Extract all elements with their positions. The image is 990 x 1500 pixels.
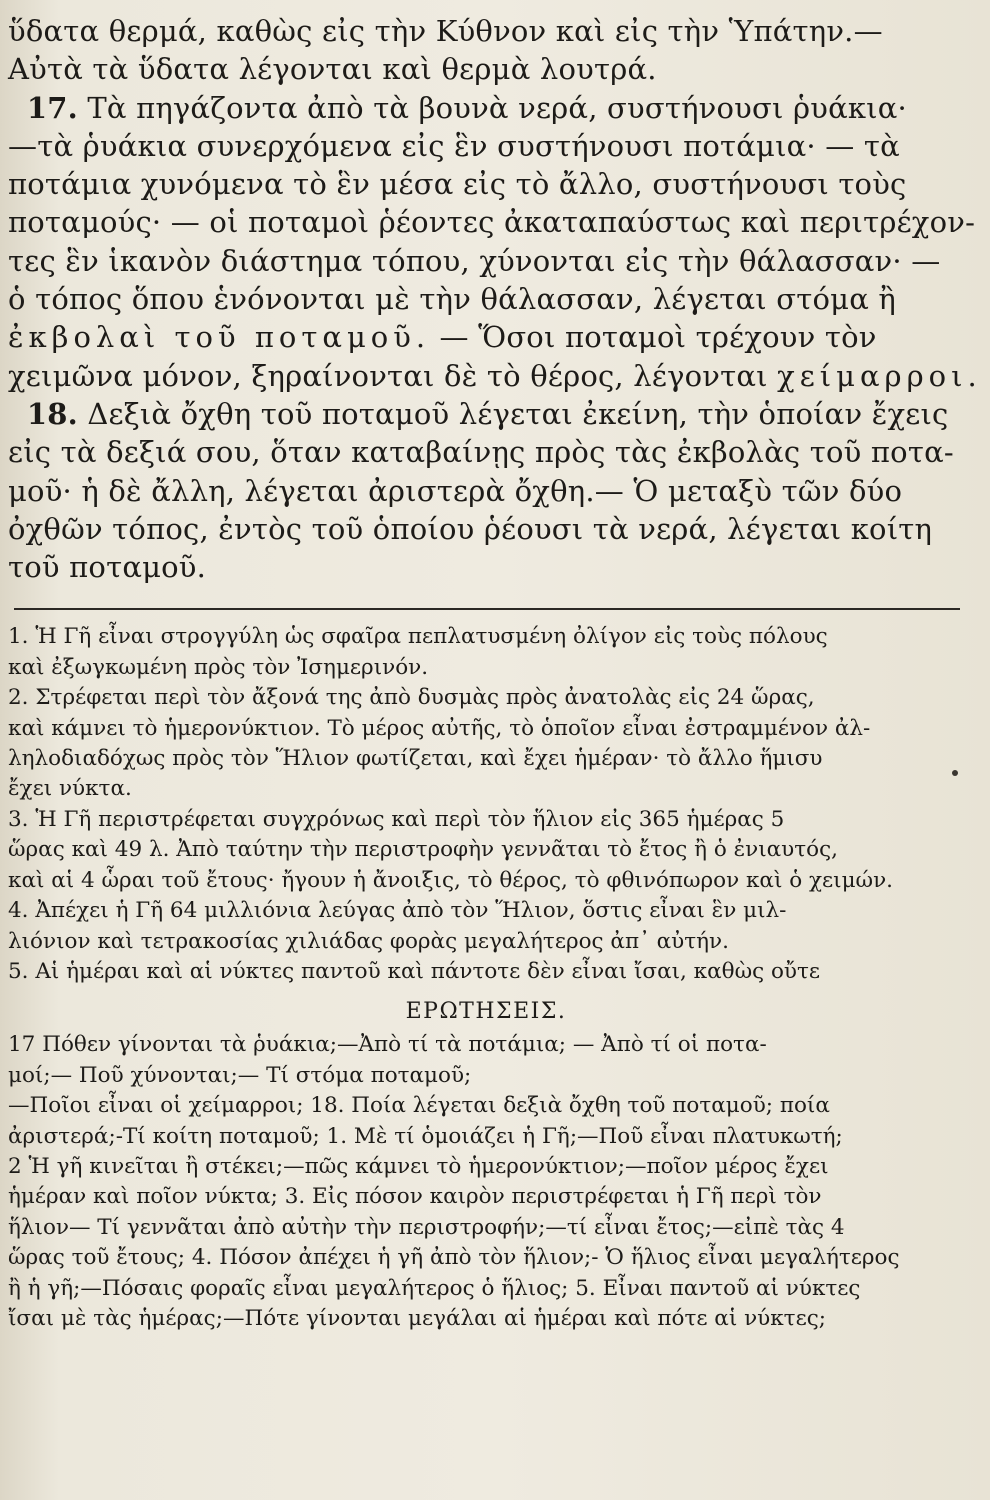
text-span: Τὰ πηγάζοντα ἀπὸ τὰ βουνὰ νερά, συστήνουσι ῥυάκια· <box>77 90 907 125</box>
question-line: 17 Πόθεν γίνονται τὰ ῥυάκια;—Ἀπὸ τί τὰ ποτάμια; — Ἀπὸ τί οἱ ποτα- <box>8 1032 767 1058</box>
footnote-line: ἔχει νύκτα. <box>8 776 132 802</box>
question-line: ἡμέραν καὶ ποῖον νύκτα; 3. Εἰς πόσον καιρὸν περιστρέφεται ἡ Γῆ περὶ τὸν <box>8 1184 822 1210</box>
footnote-line: καὶ ἐξωγκωμένη πρὸς τὸν Ἰσημερινόν. <box>8 654 429 680</box>
question-line: ἢ ἡ γῆ;—Πόσαις φοραῖς εἶναι μεγαλήτερος ὁ ἥλιος; 5. Εἶναι παντοῦ αἱ νύκτες <box>8 1275 861 1301</box>
text-line: τες ἓν ἱκανὸν διάστημα τόπου, χύνονται εἰς τὴν θάλασσαν· — <box>8 243 941 278</box>
text-line: —τὰ ῥυάκια συνερχόμενα εἰς ἓν συστήνουσι ποτάμια· — τὰ <box>8 128 900 163</box>
footnote-2 <box>8 683 964 805</box>
text-line: τοῦ ποταμοῦ. <box>8 550 207 585</box>
text-line: Αὐτὰ τὰ ὕδατα λέγονται καὶ θερμὰ λουτρά. <box>8 52 657 87</box>
text-line <box>8 395 964 433</box>
text-line: ὀχθῶν τόπος, ἐντὸς τοῦ ὁποίου ῥέουσι τὰ νερά, λέγεται κοίτη <box>8 511 933 546</box>
paragraph-hot-springs <box>8 12 964 89</box>
text-line: εἰς τὰ δεξιά σου, ὅταν καταβαίνῃς πρὸς τὰς ἐκβολὰς τοῦ ποτα- <box>8 435 954 470</box>
question-line: μοί;— Ποῦ χύνονται;— Τί στόμα ποταμοῦ; <box>8 1062 472 1088</box>
section-number: 18. <box>26 396 78 431</box>
question-line: ἴσαι μὲ τὰς ἡμέρας;—Πότε γίνονται μεγάλαι αἱ ἡμέραι καὶ πότε αἱ νύκτες; <box>8 1305 826 1331</box>
paragraph-18 <box>8 395 964 586</box>
question-line: ἀριστερά;-Τί κοίτη ποταμοῦ; 1. Μὲ τί ὁμοιάζει ἡ Γῆ;—Ποῦ εἶναι πλατυκωτή; <box>8 1123 843 1149</box>
footnote-line: ὥρας καὶ 49 λ. Ἀπὸ ταύτην τὴν περιστροφὴν γεννᾶται τὸ ἔτος ἢ ὁ ἐνιαυτός, <box>8 837 838 863</box>
question-line: —Ποῖοι εἶναι οἱ χείμαρροι; 18. Ποία λέγεται δεξιὰ ὄχθη τοῦ ποταμοῦ; ποία <box>8 1093 830 1119</box>
text-span: χειμῶνα μόνον, ξηραίνονται δὲ τὸ θέρος, λέγονται <box>8 358 778 393</box>
term-mouth: ἐκβολαὶ τοῦ ποταμοῦ. <box>8 320 431 355</box>
footnote-1 <box>8 622 964 683</box>
question-line: ὥρας τοῦ ἔτους; 4. Πόσον ἀπέχει ἡ γῆ ἀπὸ τὸν ἥλιον;- Ὁ ἥλιος εἶναι μεγαλήτερος <box>8 1245 900 1271</box>
footnote-line: 4. Ἀπέχει ἡ Γῆ 64 μιλλιόνια λεύγας ἀπὸ τὸν Ἥλιον, ὅστις εἶναι ἓν μιλ- <box>8 898 787 924</box>
text-line: ποταμούς· — οἱ ποταμοὶ ῥέοντες ἀκαταπαύστως καὶ περιτρέχον- <box>8 205 976 240</box>
text-span: — Ὅσοι ποταμοὶ τρέχουν τὸν <box>430 320 877 355</box>
question-line: ἥλιον— Τί γεννᾶται ἀπὸ αὐτὴν τὴν περιστροφήν;—τί εἶναι ἔτος;—εἰπὲ τὰς 4 <box>8 1214 845 1240</box>
text-line: ποτάμια χυνόμενα τὸ ἓν μέσα εἰς τὸ ἄλλο, συστήνουσι τοὺς <box>8 167 907 202</box>
question-line: 2 Ἡ γῆ κινεῖται ἢ στέκει;—πῶς κάμνει τὸ ἡμερονύκτιον;—ποῖον μέρος ἔχει <box>8 1153 829 1179</box>
footnote-line: 5. Αἱ ἡμέραι καὶ αἱ νύκτες παντοῦ καὶ πάντοτε δὲν εἶναι ἴσαι, καθὼς οὔτε <box>8 958 821 984</box>
footnote-4 <box>8 896 964 957</box>
footnote-line: λιόνιον καὶ τετρακοσίας χιλιάδας φορὰς μεγαλήτερος ἀπ᾽ αὐτήν. <box>8 928 729 954</box>
footnote-line: 1. Ἡ Γῆ εἶναι στρογγύλη ὡς σφαῖρα πεπλατυσμένη ὀλίγον εἰς τοὺς πόλους <box>8 624 828 650</box>
footnote-line: ληλοδιαδόχως πρὸς τὸν Ἥλιον φωτίζεται, καὶ ἔχει ἡμέραν· τὸ ἄλλο ἥμισυ <box>8 746 823 772</box>
text-line: ὁ τόπος ὅπου ἑνόνονται μὲ τὴν θάλασσαν, λέγεται στόμα ἢ <box>8 282 897 317</box>
footnote-line: καὶ αἱ 4 ὧραι τοῦ ἔτους· ἤγουν ἡ ἄνοιξις, τὸ θέρος, τὸ φθινόπωρον καὶ ὁ χειμών. <box>8 867 893 893</box>
main-text <box>8 12 982 586</box>
questions-heading: ΕΡΩΤΗΣΕΙΣ. <box>405 999 567 1025</box>
term-torrents: χείμαρροι. <box>777 358 982 393</box>
footnote-line: 2. Στρέφεται περὶ τὸν ἄξονά της ἀπὸ δυσμὰς πρὸς ἀνατολὰς εἰς 24 ὥρας, <box>8 685 815 711</box>
text-line: ὕδατα θερμά, καθὼς εἰς τὴν Κύθνον καὶ εἰς τὴν Ὑπάτην.— <box>8 14 883 48</box>
text-line <box>8 357 982 395</box>
footnote-divider <box>14 608 960 610</box>
text-line <box>8 89 964 127</box>
text-span: Δεξιὰ ὄχθη τοῦ ποταμοῦ λέγεται ἐκείνη, τὴν ὁποίαν ἔχεις <box>77 396 949 431</box>
ink-speck <box>952 770 958 776</box>
text-line <box>8 318 964 356</box>
questions-block <box>8 1030 964 1334</box>
text-line: μοῦ· ἡ δὲ ἄλλη, λέγεται ἀριστερὰ ὄχθη.— Ὁ μεταξὺ τῶν δύο <box>8 473 903 508</box>
section-number: 17. <box>26 90 78 125</box>
footnotes <box>8 622 964 987</box>
paragraph-17 <box>8 89 982 395</box>
footnote-3 <box>8 805 964 896</box>
footnote-line: 3. Ἡ Γῆ περιστρέφεται συγχρόνως καὶ περὶ τὸν ἥλιον εἰς 365 ἡμέρας 5 <box>8 806 785 832</box>
footnote-5 <box>8 957 964 987</box>
questions-text <box>8 1030 964 1334</box>
footnote-line: καὶ κάμνει τὸ ἡμερονύκτιον. Τὸ μέρος αὐτῆς, τὸ ὁποῖον εἶναι ἐστραμμένον ἀλ- <box>8 715 871 741</box>
